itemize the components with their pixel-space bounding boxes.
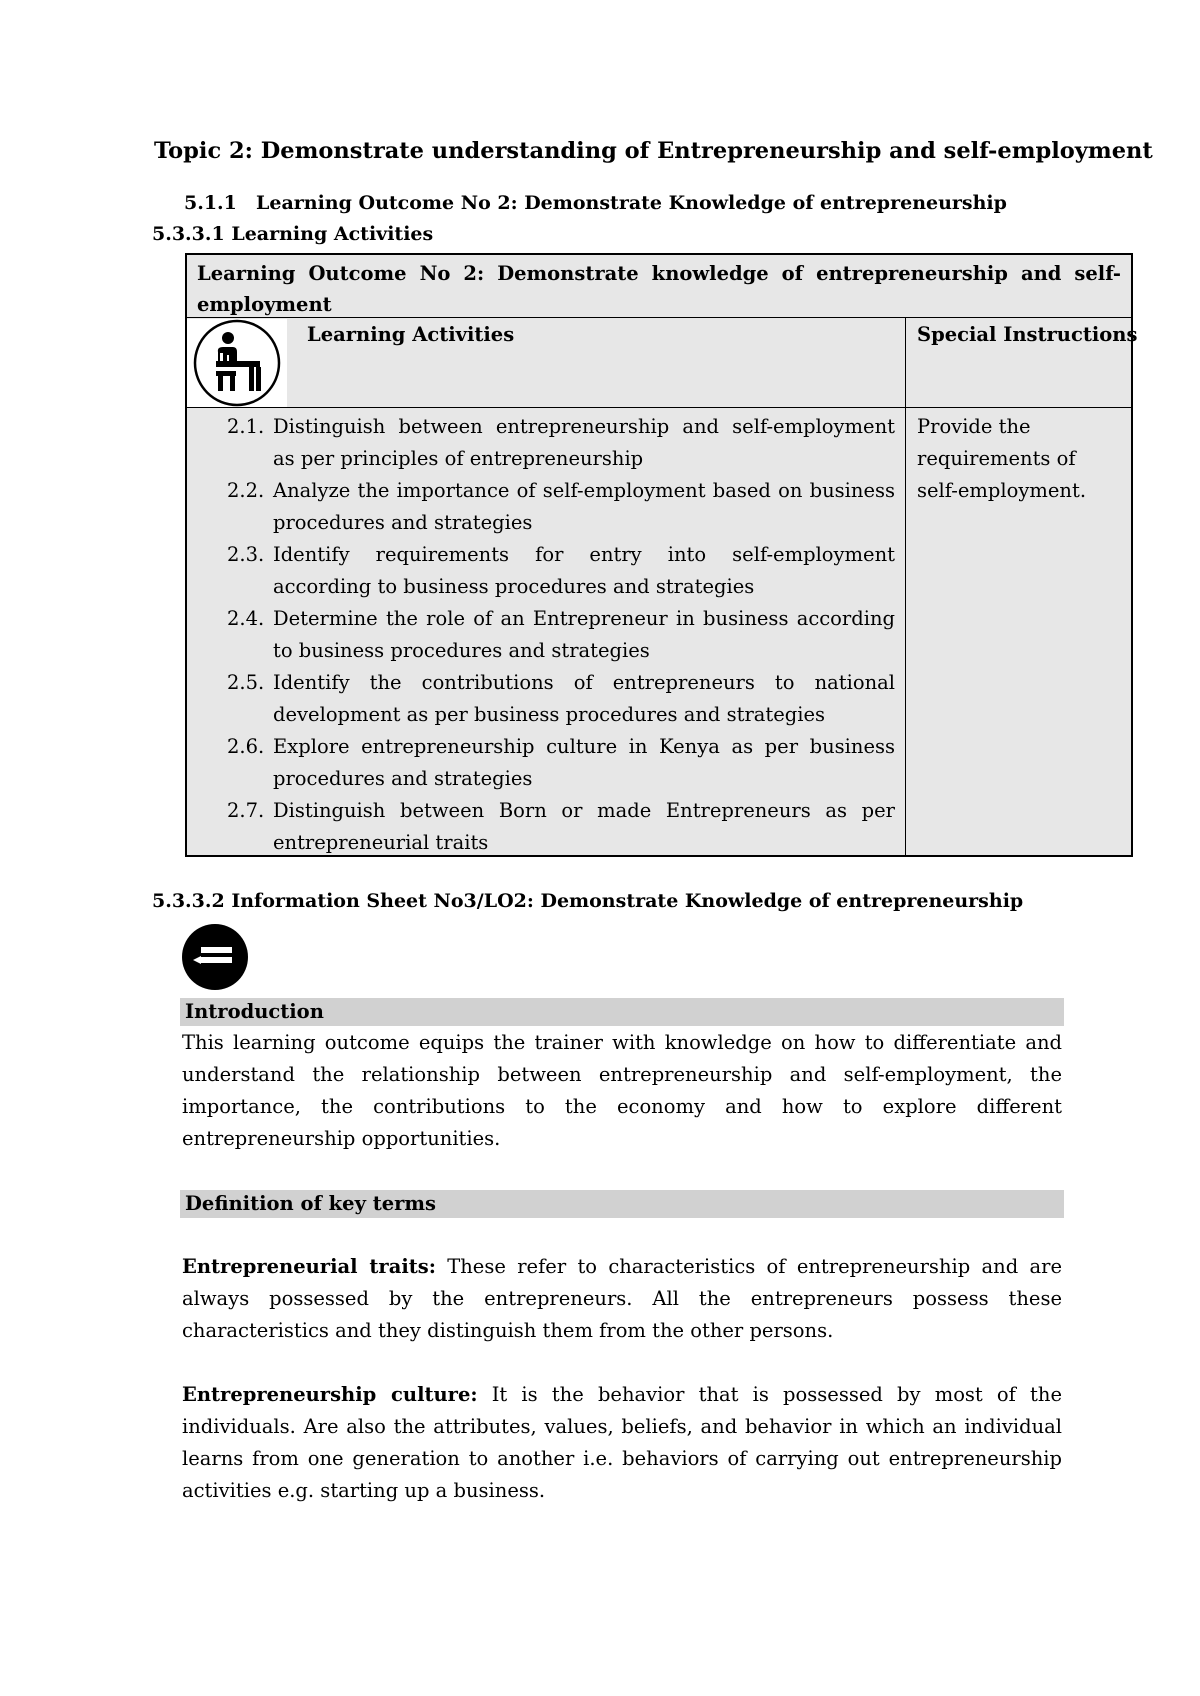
definition-term: Entrepreneurship culture:: [182, 1383, 478, 1406]
list-item: [227, 731, 895, 795]
row-divider: [187, 407, 1131, 408]
activities-heading: 5.3.3.1 Learning Activities: [152, 223, 434, 245]
activity-text: Analyze the importance of self-employment based on business procedures and strategies: [273, 479, 895, 534]
topic-heading: Topic 2: Demonstrate understanding of Entrepreneurship and self-employment: [154, 138, 1153, 164]
definition-text: It is the behavior that is possessed by most of the individuals. Are also the attributes, values, beliefs, and behavior in which an individual learns from one generation to another i.e. behaviors of carrying out entrepreneurship activities e.g. starting up a business.: [182, 1383, 1062, 1502]
list-item: [227, 603, 895, 667]
activity-number: 2.1.: [227, 415, 265, 438]
column-title-activities: Learning Activities: [307, 323, 515, 346]
outcome-heading: [184, 192, 1007, 214]
activity-number: 2.4.: [227, 607, 265, 630]
trainer-at-desk-icon: [187, 319, 287, 407]
introduction-text: This learning outcome equips the trainer with knowledge on how to differentiate and understand the relationship between entrepreneurship and self-employment, the importance, the contributions to the economy and how to explore different entrepreneurship opportunities.: [182, 1031, 1062, 1150]
definition-entrepreneurial-traits: [182, 1251, 1062, 1347]
outcome-heading-number: 5.1.1: [184, 192, 237, 214]
activity-number: 2.2.: [227, 479, 265, 502]
column-divider: [905, 318, 906, 855]
column-title-special: Special Instructions: [917, 323, 1138, 346]
activity-number: 2.6.: [227, 735, 265, 758]
icon-cell: [187, 319, 287, 407]
info-sheet-heading: 5.3.3.2 Information Sheet No3/LO2: Demonstrate Knowledge of entrepreneurship: [152, 890, 1024, 912]
definition-entrepreneurship-culture: [182, 1379, 1062, 1507]
information-sheet-icon: [180, 922, 250, 992]
activity-text: Determine the role of an Entrepreneur in business according to business procedures and strategies: [273, 607, 895, 662]
activity-number: 2.3.: [227, 543, 265, 566]
activity-text: Distinguish between entrepreneurship and self-employment as per principles of entrepreneurship: [273, 415, 895, 470]
activity-text: Explore entrepreneurship culture in Kenya as per business procedures and strategies: [273, 735, 895, 790]
list-item: [227, 475, 895, 539]
definition-term: Entrepreneurial traits:: [182, 1255, 436, 1278]
special-instructions-text: Provide the requirements of self-employment.: [917, 415, 1087, 502]
list-item: [227, 667, 895, 731]
activity-text: Identify requirements for entry into self-employment according to business procedures and strategies: [273, 543, 895, 598]
activity-number: 2.5.: [227, 671, 265, 694]
activity-text: Identify the contributions of entrepreneurs to national development as per business procedures and strategies: [273, 671, 895, 726]
list-item: [227, 539, 895, 603]
activity-number: 2.7.: [227, 799, 265, 822]
definition-text: These refer to characteristics of entrepreneurship and are always possessed by the entrepreneurs. All the entrepreneurs possess these characteristics and they distinguish them from the other persons.: [182, 1255, 1062, 1342]
activity-text: Distinguish between Born or made Entrepreneurs as per entrepreneurial traits: [273, 799, 895, 854]
learning-outcome-table: [185, 253, 1138, 857]
list-item: [227, 795, 895, 859]
table-header: Learning Outcome No 2: Demonstrate knowledge of entrepreneurship and self-employment: [187, 255, 1131, 318]
info-icon-wrapper: [180, 922, 250, 996]
definitions-title: Definition of key terms: [180, 1190, 1064, 1218]
outcome-heading-text: Learning Outcome No 2: Demonstrate Knowledge of entrepreneurship: [256, 192, 1007, 214]
activities-list: [227, 411, 895, 859]
introduction-title: Introduction: [180, 998, 1064, 1026]
list-item: [227, 411, 895, 475]
